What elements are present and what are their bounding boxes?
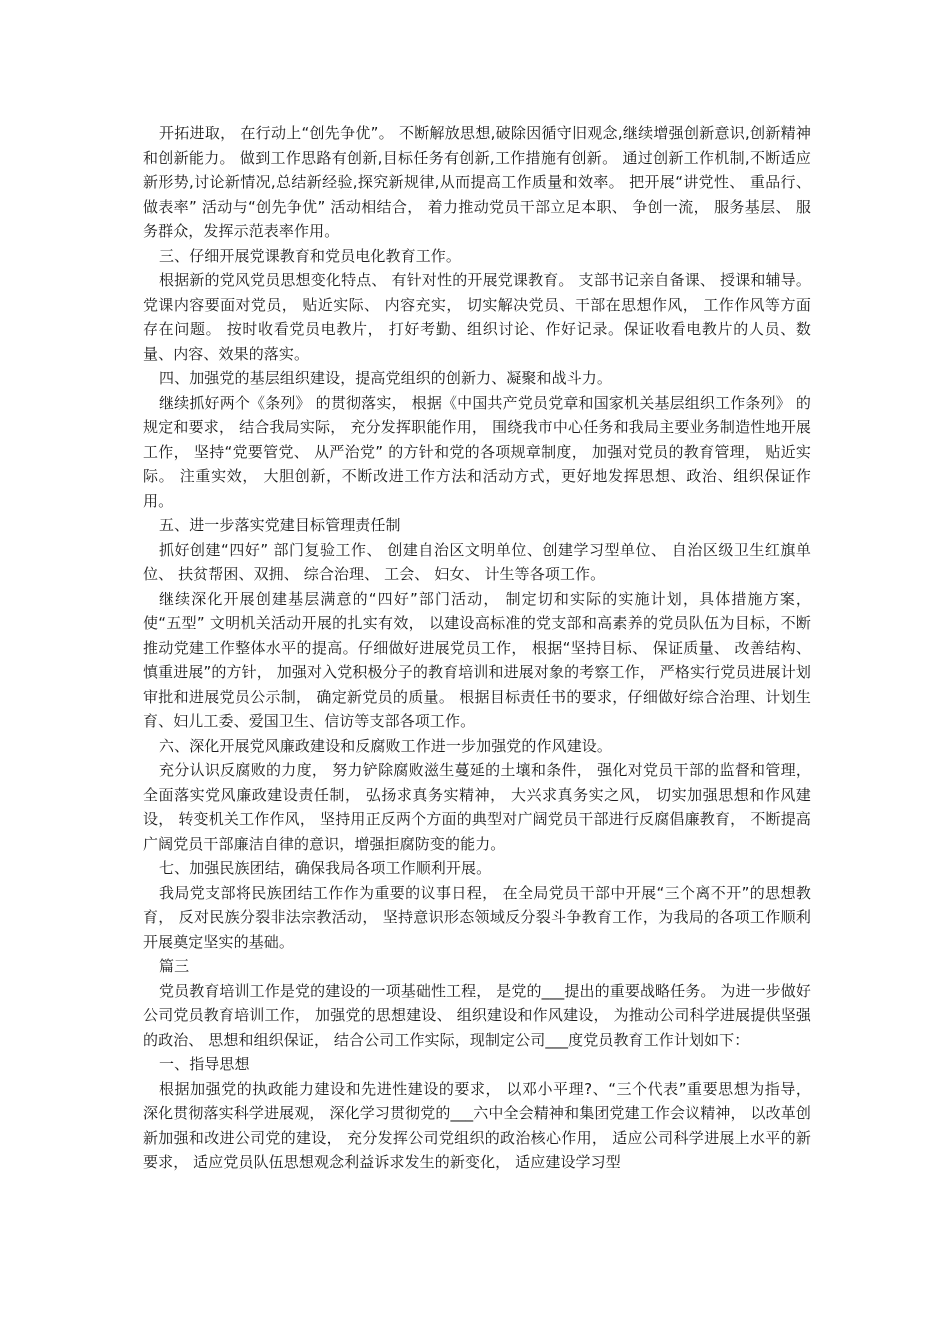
section-heading: 一、指导思想	[159, 1055, 250, 1073]
paragraph: 党员教育培训工作是党的建设的一项基础性工程， 是党的___提出的重要战略任务。 为进一步做好公司党员教育培训工作， 加强党的思想建设、 组织建设和作风建设， 为推动公司科学进展提供坚强的政治、 思想和组织保证， 结合公司工作实际，现制定公司___度党员教育工作计划如下：	[143, 981, 811, 1049]
paragraph: 我局党支部将民族团结工作作为重要的议事日程， 在全局党员干部中开展“三个离不开”的思想教育， 反对民族分裂非法宗教活动， 坚持意识形态领域反分裂斗争教育工作，为我局的各项工作顺利开展奠定坚实的基础。	[143, 883, 811, 951]
paragraph: 根据新的党风党员思想变化特点、 有针对性的开展党课教育。 支部书记亲自备课、 授课和辅导。 党课内容要面对党员， 贴近实际、 内容充实， 切实解决党员、干部在思想作风， 工作作风等方面存在问题。 按时收看党员电教片， 打好考勤、组织讨论、作好记录。保证收看电教片的人员、数量、内容、效果的落实。	[143, 271, 811, 363]
paragraph: 开拓进取， 在行动上“创先争优”。 不断解放思想,破除因循守旧观念,继续增强创新意识,创新精神和创新能力。 做到工作思路有创新,目标任务有创新,工作措施有创新。 通过创新工作机制,不断适应新形势,讨论新情况,总结新经验,探究新规律,从而提高工作质量和效率。 把开展“讲党性、 重品行、 做表率” 活动与“创先争优” 活动相结合， 着力推动党员干部立足本职、 争创一流， 服务基层、 服务群众，发挥示范表率作用。	[143, 124, 811, 240]
paragraph: 继续抓好两个《条列》 的贯彻落实， 根据《中国共产党员党章和国家机关基层组织工作条列》 的规定和要求， 结合我局实际， 充分发挥职能作用， 围绕我市中心任务和我局主要业务制造性地开展工作， 坚持“党要管党、 从严治党” 的方针和党的各项规章制度， 加强对党员的教育管理， 贴近实际。 注重实效， 大胆创新，不断改进工作方法和活动方式，更好地发挥思想、政治、组织保证作用。	[143, 393, 811, 510]
section-heading: 五、进一步落实党建目标管理责任制	[159, 516, 401, 534]
section-heading: 六、深化开展党风廉政建设和反腐败工作进一步加强党的作风建设。	[159, 736, 613, 755]
paragraph: 根据加强党的执政能力建设和先进性建设的要求， 以邓小平理?、“三个代表”重要思想为指导， 深化贯彻落实科学进展观， 深化学习贯彻党的___六中全会精神和集团党建工作会议精神， 以改革创新加强和改进公司党的建设， 充分发挥公司党组织的政治核心作用， 适应公司科学进展上水平的新要求， 适应党员队伍思想观念利益诉求发生的新变化， 适应建设学习型	[143, 1079, 811, 1171]
section-heading: 七、加强民族团结，确保我局各项工作顺利开展。	[159, 859, 492, 877]
section-heading: 四、加强党的基层组织建设，提高党组织的创新力、凝聚和战斗力。	[159, 369, 613, 387]
paragraph: 继续深化开展创建基层满意的“四好”部门活动， 制定切和实际的实施计划，具体措施方案， 使“五型” 文明机关活动开展的扎实有效， 以建设高标准的党支部和高素养的党员队伍为目标，不断推动党建工作整体水平的提高。仔细做好进展党员工作， 根据“坚持目标、 保证质量、 改善结构、 慎重进展”的方针， 加强对入党积极分子的教育培训和进展对象的考察工作， 严格实行党员进展计划审批和进展党员公示制， 确定新党员的质量。 根据目标责任书的要求，仔细做好综合治理、计划生育、妇儿工委、爱国卫生、信访等支部各项工作。	[143, 589, 811, 730]
section-heading: 三、仔细开展党课教育和党员电化教育工作。	[159, 246, 462, 265]
paragraph: 抓好创建“四好” 部门复验工作、 创建自治区文明单位、创建学习型单位、 自治区级卫生红旗单位、 扶贫帮困、双拥、 综合治理、 工会、 妇女、 计生等各项工作。	[143, 540, 811, 583]
paragraph: 充分认识反腐败的力度， 努力铲除腐败滋生蔓延的土壤和条件， 强化对党员干部的监督和管理， 全面落实党风廉政建设责任制， 弘扬求真务实精神， 大兴求真务实之风， 切实加强思想和作风建设， 转变机关工作作风， 坚持用正反两个方面的典型对广阔党员干部进行反腐倡廉教育， 不断提高广阔党员干部廉洁自律的意识，增强拒腐防变的能力。	[143, 761, 811, 853]
document-body	[143, 121, 811, 1175]
part-heading: 篇三	[159, 957, 190, 975]
